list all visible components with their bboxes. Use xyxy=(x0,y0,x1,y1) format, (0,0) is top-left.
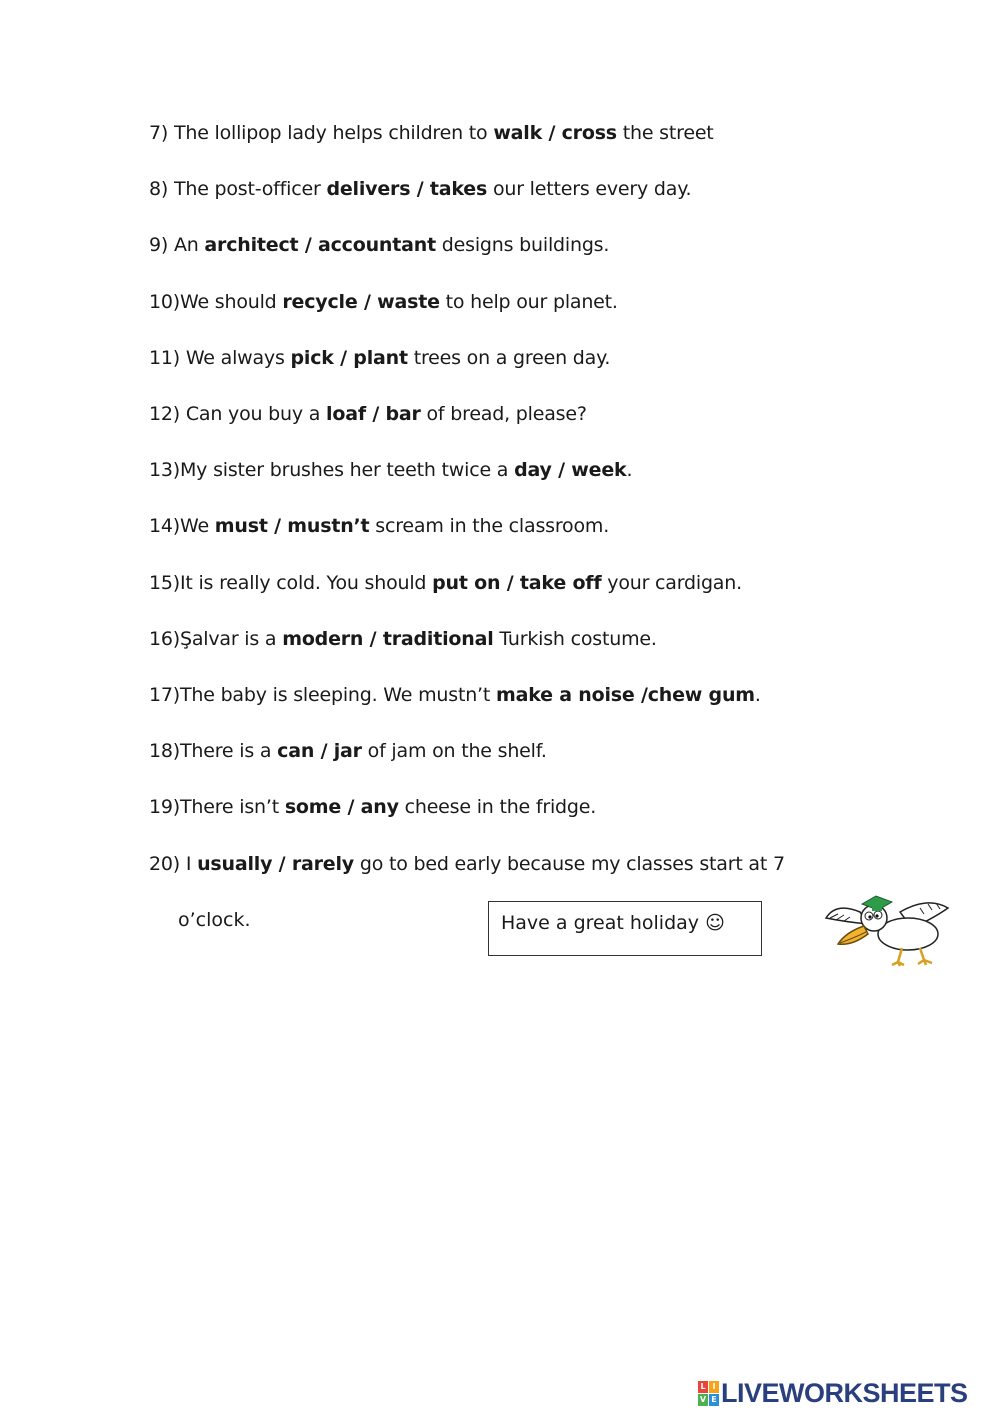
question-text: trees on a green day. xyxy=(407,347,611,369)
question-text: to help our planet. xyxy=(439,291,618,313)
logo-tile: L xyxy=(698,1381,708,1393)
answer-choices: pick / plant xyxy=(290,347,408,369)
logo-tile: V xyxy=(699,1394,707,1404)
answer-choices: some / any xyxy=(284,796,399,818)
question-text: 13)My sister brushes her teeth twice a xyxy=(149,459,515,481)
question-text: 16)Şalvar is a xyxy=(149,628,283,650)
question-text: 8) The post-officer xyxy=(149,178,327,200)
question-text: 20) I xyxy=(149,853,198,875)
answer-choices: walk / cross xyxy=(493,122,617,144)
question-7 xyxy=(149,121,714,145)
question-text: 7) The lollipop lady helps children to xyxy=(149,122,494,144)
question-text: designs buildings. xyxy=(435,234,610,256)
question-11 xyxy=(149,346,610,370)
answer-choices: day / week xyxy=(514,459,627,481)
answer-choices: recycle / waste xyxy=(282,291,440,313)
question-15 xyxy=(149,571,742,595)
question-text: of jam on the shelf. xyxy=(361,740,547,762)
liveworksheets-logo xyxy=(698,1378,968,1408)
question-text: . xyxy=(754,684,761,706)
question-17 xyxy=(149,683,761,707)
question-text: 11) We always xyxy=(149,347,291,369)
question-text: . xyxy=(626,459,633,481)
answer-choices: make a noise /chew gum xyxy=(495,684,755,706)
question-text: scream in the classroom. xyxy=(369,515,610,537)
question-text: 18)There is a xyxy=(149,740,278,762)
question-8 xyxy=(149,177,691,201)
question-19 xyxy=(149,795,596,819)
question-20-continuation: o’clock. xyxy=(178,909,251,931)
question-text: go to bed early because my classes start at 7 xyxy=(354,853,785,875)
logo-tile: E xyxy=(709,1394,719,1406)
question-text: 14)We xyxy=(149,515,215,537)
logo-tile: I xyxy=(709,1381,719,1393)
question-9 xyxy=(149,233,609,257)
question-18 xyxy=(149,739,547,763)
question-text: 9) An xyxy=(149,234,205,256)
question-text: 12) Can you buy a xyxy=(149,403,327,425)
question-20 xyxy=(149,852,785,876)
question-text: of bread, please? xyxy=(420,403,587,425)
question-10 xyxy=(149,290,618,314)
logo-text: LIVEWORKSHEETS xyxy=(721,1377,968,1408)
question-text: our letters every day. xyxy=(487,178,692,200)
question-text: 17)The baby is sleeping. We mustn’t xyxy=(149,684,496,706)
answer-choices: delivers / takes xyxy=(326,178,488,200)
pelican-graduate-illustration xyxy=(816,888,952,968)
question-text: 19)There isn’t xyxy=(149,796,285,818)
answer-choices: architect / accountant xyxy=(204,234,436,256)
answer-choices: loaf / bar xyxy=(326,403,421,425)
logo-tiles-icon xyxy=(698,1381,719,1406)
question-text: cheese in the fridge. xyxy=(398,796,597,818)
question-14 xyxy=(149,514,609,538)
question-text: Turkish costume. xyxy=(493,628,657,650)
question-13 xyxy=(149,458,632,482)
answer-choices: usually / rarely xyxy=(197,853,354,875)
question-text: 15)It is really cold. You should xyxy=(149,572,433,594)
question-text: 10)We should xyxy=(149,291,283,313)
answer-choices: must / mustn’t xyxy=(214,515,370,537)
question-12 xyxy=(149,402,587,426)
question-text: your cardigan. xyxy=(601,572,742,594)
question-text: the street xyxy=(616,122,714,144)
answer-choices: put on / take off xyxy=(432,572,602,594)
question-16 xyxy=(149,627,657,651)
holiday-note-box: Have a great holiday ☺ xyxy=(488,901,762,956)
answer-choices: can / jar xyxy=(277,740,362,762)
answer-choices: modern / traditional xyxy=(282,628,494,650)
